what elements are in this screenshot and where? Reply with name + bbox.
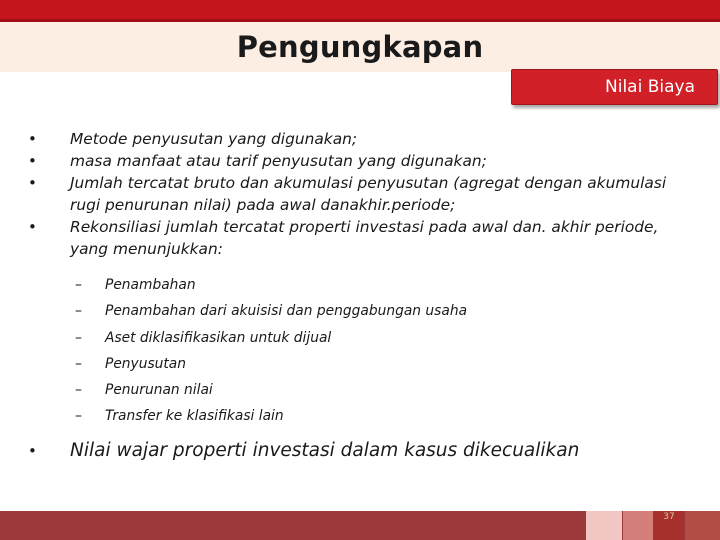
dash-icon: – [75, 408, 82, 425]
bullet-icon: • [28, 152, 37, 170]
bullet-icon: • [28, 174, 37, 192]
footer-square [623, 511, 653, 540]
sub-bullet-item [75, 298, 688, 324]
bullet-text: Metode penyusutan yang digunakan; [70, 130, 358, 148]
bullet-icon: • [28, 441, 37, 460]
dash-icon: – [75, 303, 82, 320]
sub-bullet-item [75, 325, 688, 351]
bullet-text: Jumlah tercatat bruto dan akumulasi penyusutan (agregat dengan akumulasi rugi penurunan nilai) pada awal danakhir.periode; [70, 174, 667, 214]
sub-bullet-text: Penurunan nilai [105, 382, 213, 399]
dash-icon: – [75, 355, 82, 372]
top-accent-bar [0, 0, 720, 22]
sub-bullet-text: Penambahan [105, 277, 196, 293]
bullet-icon: • [28, 218, 37, 236]
bullet-item [28, 216, 688, 260]
sub-bullet-item [75, 272, 688, 298]
sub-bullet-text: Transfer ke klasifikasi lain [105, 408, 284, 425]
bullet-item [28, 150, 688, 172]
footer-square [685, 511, 720, 540]
sub-bullet-item [75, 403, 688, 429]
sub-bullet-text: Penambahan dari akuisisi dan penggabungan usaha [105, 303, 468, 320]
sub-bullet-list [28, 272, 688, 430]
slide-content [28, 128, 688, 463]
sub-bullet-text: Aset diklasifikasikan untuk dijual [105, 329, 332, 346]
sub-bullet-item [75, 377, 688, 403]
bullet-text: Rekonsiliasi jumlah tercatat properti investasi pada awal dan. akhir periode, yang menunjukkan: [70, 218, 659, 258]
dash-icon: – [75, 277, 82, 293]
dash-icon: – [75, 329, 82, 346]
slide-title: Pengungkapan [236, 30, 484, 64]
page-number: 37 [663, 512, 675, 522]
bullet-item [28, 172, 688, 216]
final-bullet-text: Nilai wajar properti investasi dalam kasus dikecualikan [70, 439, 580, 461]
category-badge: Nilai Biaya [511, 69, 718, 105]
sub-bullet-item [75, 351, 688, 377]
dash-icon: – [75, 382, 82, 399]
final-bullet-item [28, 439, 688, 463]
bullet-text: masa manfaat atau tarif penyusutan yang digunakan; [70, 152, 487, 170]
bullet-icon: • [28, 130, 37, 148]
footer-square [586, 511, 622, 540]
sub-bullet-text: Penyusutan [105, 355, 187, 372]
bullet-item [28, 128, 688, 150]
